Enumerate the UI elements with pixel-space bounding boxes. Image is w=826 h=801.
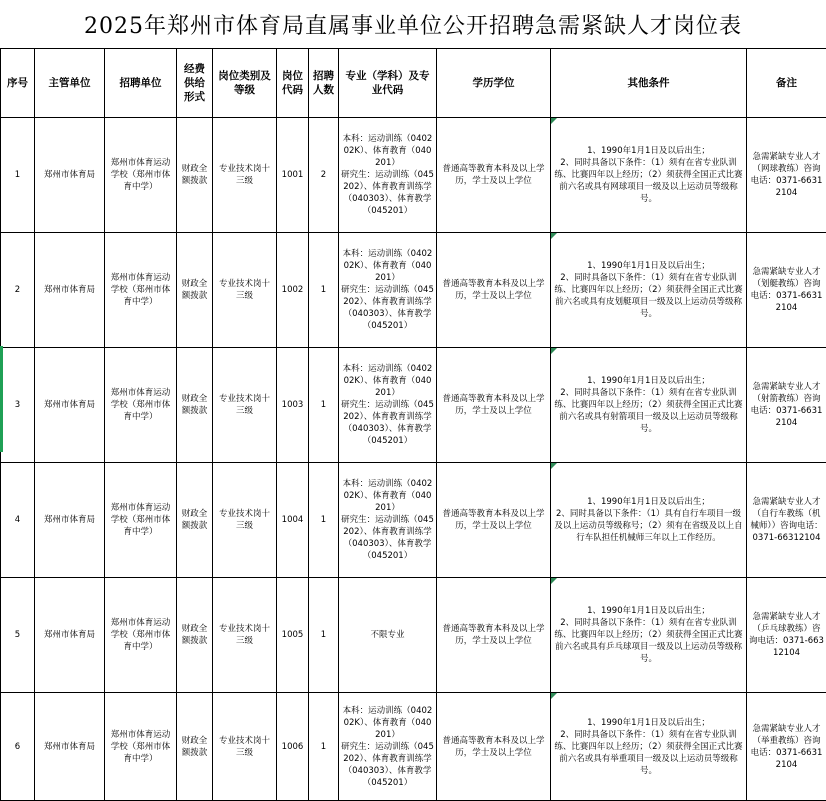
cell-dept[interactable]: 郑州市体育局 [35,578,105,693]
cell-remark[interactable]: 急需紧缺专业人才（射箭教练）咨询电话：0371-66312104 [747,348,826,463]
cell-code[interactable]: 1001 [277,118,309,233]
cell-funding[interactable]: 财政全额拨款 [177,233,213,348]
cell-edu[interactable]: 普通高等教育本科及以上学历，学士及以上学位 [437,693,551,801]
header-unit[interactable]: 招聘单位 [105,49,177,118]
cell-other[interactable]: 1、1990年1月1日及以后出生； 2、同时具备以下条件：（1）须有在省专业队训练、比赛四年以上经历；（2）须获得全国正式比赛前六名或具有乒乓球项目一级及以上运动员等级称号。 [551,578,747,693]
cell-remark[interactable]: 急需紧缺专业人才（网球教练）咨询电话：0371-66312104 [747,118,826,233]
table-row [1,348,826,463]
cell-unit[interactable]: 郑州市体育运动学校（郑州市体育中学） [105,578,177,693]
cell-funding[interactable]: 财政全额拨款 [177,693,213,801]
cell-count[interactable]: 2 [309,118,339,233]
cell-major[interactable]: 本科：运动训练（040202K）、体育教育（040201） 研究生：运动训练（045202）、体育教育训练学（040303）、体育教学（045201） [339,118,437,233]
row-selection-marker [0,346,3,452]
positions-table [0,48,826,801]
table-row [1,233,826,348]
table-row [1,578,826,693]
header-remark[interactable]: 备注 [747,49,826,118]
header-dept[interactable]: 主管单位 [35,49,105,118]
cell-unit[interactable]: 郑州市体育运动学校（郑州市体育中学） [105,463,177,578]
header-edu[interactable]: 学历学位 [437,49,551,118]
cell-seq[interactable]: 1 [1,118,35,233]
header-other[interactable]: 其他条件 [551,49,747,118]
cell-dept[interactable]: 郑州市体育局 [35,233,105,348]
cell-count[interactable]: 1 [309,693,339,801]
header-seq[interactable]: 序号 [1,49,35,118]
cell-funding[interactable]: 财政全额拨款 [177,578,213,693]
cell-category[interactable]: 专业技术岗十三级 [213,693,277,801]
header-count[interactable]: 招聘人数 [309,49,339,118]
cell-count[interactable]: 1 [309,463,339,578]
cell-edu[interactable]: 普通高等教育本科及以上学历，学士及以上学位 [437,348,551,463]
cell-remark[interactable]: 急需紧缺专业人才（划艇教练）咨询电话：0371-66312104 [747,233,826,348]
cell-count[interactable]: 1 [309,348,339,463]
cell-code[interactable]: 1002 [277,233,309,348]
cell-unit[interactable]: 郑州市体育运动学校（郑州市体育中学） [105,693,177,801]
cell-seq[interactable]: 2 [1,233,35,348]
cell-funding[interactable]: 财政全额拨款 [177,463,213,578]
cell-other[interactable]: 1、1990年1月1日及以后出生； 2、同时具备以下条件：（1）须有在省专业队训练、比赛四年以上经历；（2）须获得全国正式比赛前六名或具有网球项目一级及以上运动员等级称号。 [551,118,747,233]
cell-code[interactable]: 1005 [277,578,309,693]
cell-major[interactable]: 本科：运动训练（040202K）、体育教育（040201） 研究生：运动训练（045202）、体育教育训练学（040303）、体育教学（045201） [339,693,437,801]
cell-major[interactable]: 本科：运动训练（040202K）、体育教育（040201） 研究生：运动训练（045202）、体育教育训练学（040303）、体育教学（045201） [339,348,437,463]
cell-remark[interactable]: 急需紧缺专业人才（乒乓球教练）咨询电话：0371-66312104 [747,578,826,693]
cell-code[interactable]: 1004 [277,463,309,578]
cell-edu[interactable]: 普通高等教育本科及以上学历，学士及以上学位 [437,463,551,578]
cell-remark[interactable]: 急需紧缺专业人才（自行车教练（机械师））咨询电话：0371-66312104 [747,463,826,578]
cell-major[interactable]: 本科：运动训练（040202K）、体育教育（040201） 研究生：运动训练（045202）、体育教育训练学（040303）、体育教学（045201） [339,463,437,578]
cell-dept[interactable]: 郑州市体育局 [35,693,105,801]
cell-other[interactable]: 1、1990年1月1日及以后出生； 2、同时具备以下条件：（1）须有在省专业队训练、比赛四年以上经历；（2）须获得全国正式比赛前六名或具有皮划艇项目一级及以上运动员等级称号。 [551,233,747,348]
cell-seq[interactable]: 5 [1,578,35,693]
cell-edu[interactable]: 普通高等教育本科及以上学历，学士及以上学位 [437,118,551,233]
cell-dept[interactable]: 郑州市体育局 [35,463,105,578]
table-row [1,693,826,801]
cell-edu[interactable]: 普通高等教育本科及以上学历，学士及以上学位 [437,233,551,348]
page-title: 2025年郑州市体育局直属事业单位公开招聘急需紧缺人才岗位表 [0,0,826,48]
cell-unit[interactable]: 郑州市体育运动学校（郑州市体育中学） [105,348,177,463]
cell-count[interactable]: 1 [309,578,339,693]
cell-major[interactable]: 本科：运动训练（040202K）、体育教育（040201） 研究生：运动训练（045202）、体育教育训练学（040303）、体育教学（045201） [339,233,437,348]
cell-code[interactable]: 1006 [277,693,309,801]
header-major[interactable]: 专业（学科）及专业代码 [339,49,437,118]
cell-category[interactable]: 专业技术岗十三级 [213,233,277,348]
cell-category[interactable]: 专业技术岗十三级 [213,348,277,463]
cell-seq[interactable]: 4 [1,463,35,578]
header-code[interactable]: 岗位代码 [277,49,309,118]
cell-code[interactable]: 1003 [277,348,309,463]
cell-count[interactable]: 1 [309,233,339,348]
cell-unit[interactable]: 郑州市体育运动学校（郑州市体育中学） [105,118,177,233]
cell-category[interactable]: 专业技术岗十三级 [213,463,277,578]
cell-category[interactable]: 专业技术岗十三级 [213,118,277,233]
table-row [1,463,826,578]
header-row [1,49,826,118]
cell-funding[interactable]: 财政全额拨款 [177,348,213,463]
cell-category[interactable]: 专业技术岗十三级 [213,578,277,693]
cell-funding[interactable]: 财政全额拨款 [177,118,213,233]
table-row [1,118,826,233]
cell-dept[interactable]: 郑州市体育局 [35,118,105,233]
header-category[interactable]: 岗位类别及等级 [213,49,277,118]
cell-unit[interactable]: 郑州市体育运动学校（郑州市体育中学） [105,233,177,348]
cell-seq[interactable]: 3 [1,348,35,463]
cell-remark[interactable]: 急需紧缺专业人才（举重教练）咨询电话：0371-66312104 [747,693,826,801]
cell-seq[interactable]: 6 [1,693,35,801]
header-funding[interactable]: 经费供给形式 [177,49,213,118]
cell-other[interactable]: 1、1990年1月1日及以后出生； 2、同时具备以下条件：（1）具有自行车项目一级及以上运动员等级称号；（2）须有在省级及以上自行车队担任机械师三年以上工作经历。 [551,463,747,578]
cell-major[interactable]: 不限专业 [339,578,437,693]
cell-dept[interactable]: 郑州市体育局 [35,348,105,463]
cell-edu[interactable]: 普通高等教育本科及以上学历，学士及以上学位 [437,578,551,693]
cell-other[interactable]: 1、1990年1月1日及以后出生； 2、同时具备以下条件：（1）须有在省专业队训练、比赛四年以上经历；（2）须获得全国正式比赛前六名或具有射箭项目一级及以上运动员等级称号。 [551,348,747,463]
cell-other[interactable]: 1、1990年1月1日及以后出生； 2、同时具备以下条件：（1）须有在省专业队训练、比赛四年以上经历；（2）须获得全国正式比赛前六名或具有举重项目一级及以上运动员等级称号。 [551,693,747,801]
